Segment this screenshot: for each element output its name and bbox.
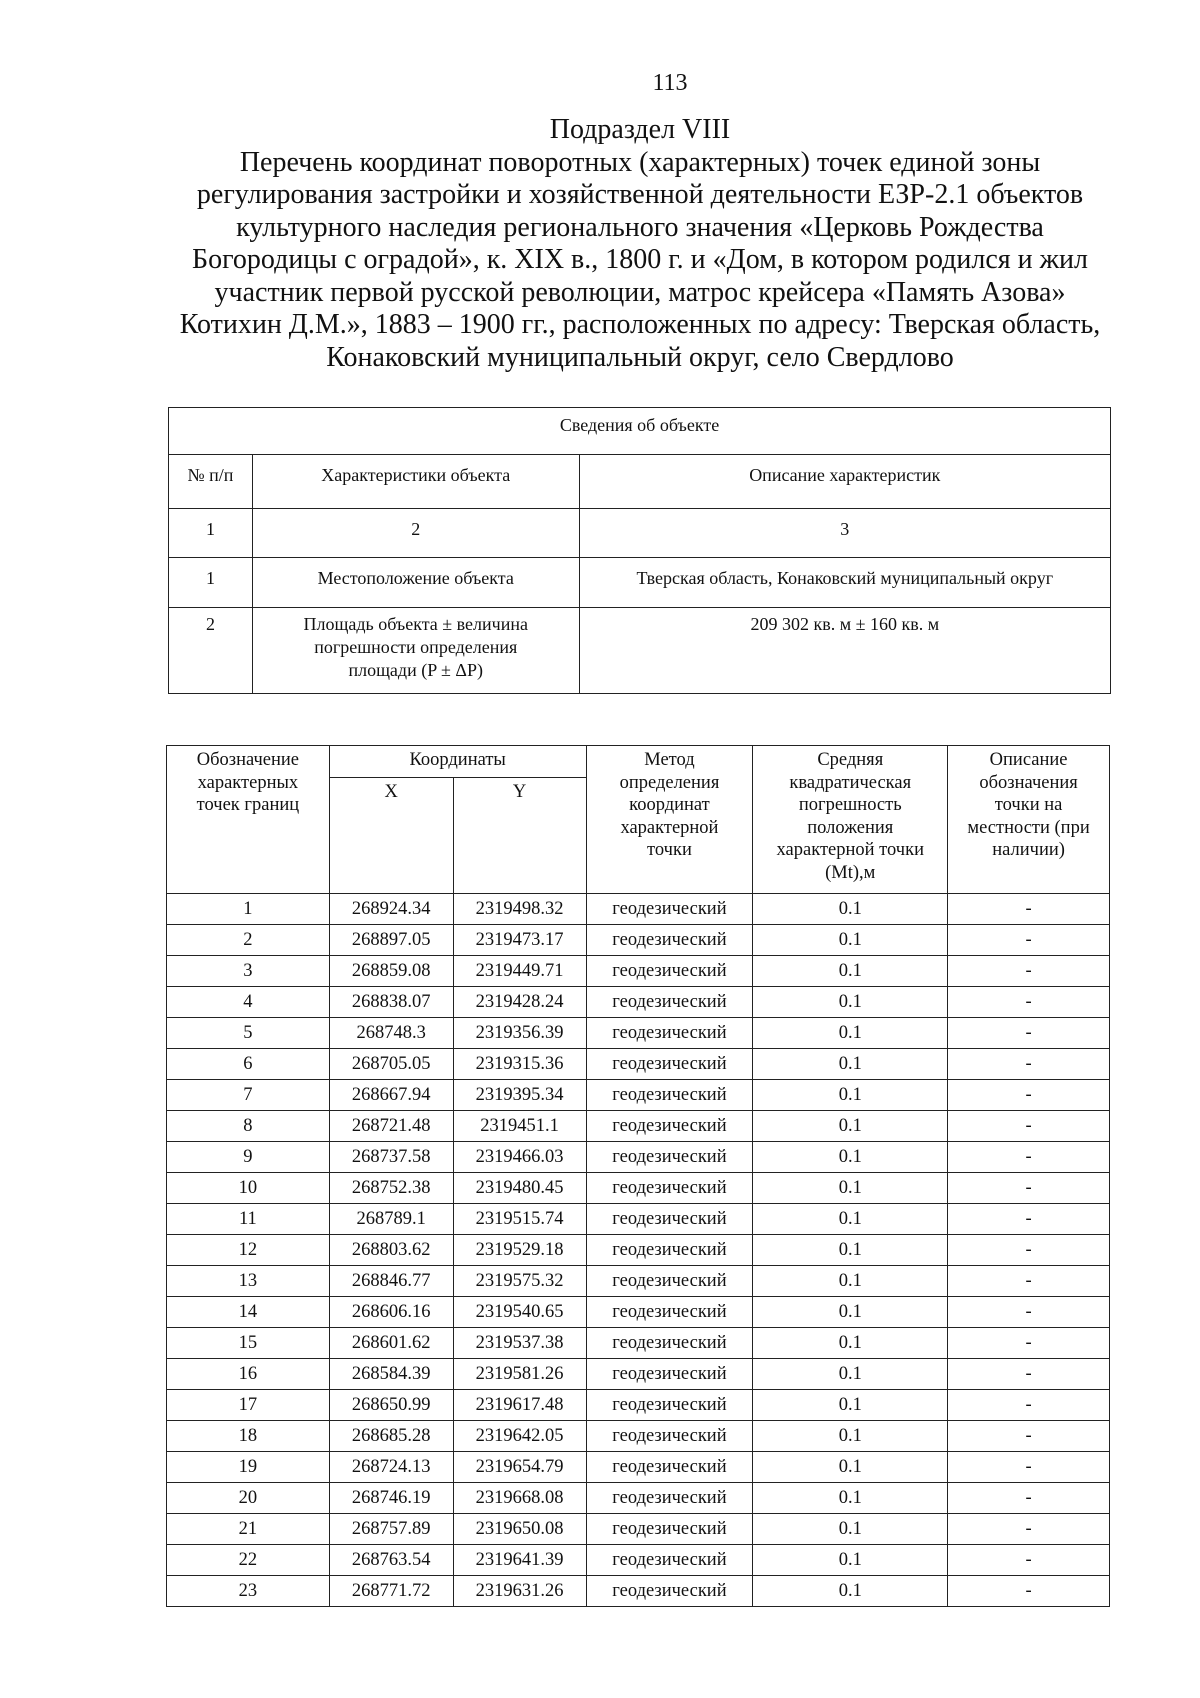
point-number: 1: [167, 894, 330, 925]
table-row: [167, 1514, 1110, 1545]
method: геодезический: [586, 1452, 753, 1483]
coordinate-x: 268584.39: [329, 1359, 453, 1390]
mean-error: 0.1: [753, 1204, 948, 1235]
table-row: [167, 1390, 1110, 1421]
title-line: Перечень координат поворотных (характерных) точек единой зоны: [239, 146, 1041, 178]
table-row: [167, 1297, 1110, 1328]
coordinate-x: 268763.54: [329, 1545, 453, 1576]
mean-error: 0.1: [753, 956, 948, 987]
table-row: [167, 987, 1110, 1018]
coordinate-x: 268746.19: [329, 1483, 453, 1514]
point-description: -: [948, 925, 1110, 956]
header-line: квадратическая: [789, 772, 912, 793]
point-description: -: [948, 1359, 1110, 1390]
coordinate-y: 2319473.17: [453, 925, 586, 956]
info-row-area: [169, 608, 1111, 694]
header-line: точки: [647, 840, 692, 860]
header-coordinates: Координаты: [329, 746, 586, 778]
method: геодезический: [586, 1297, 753, 1328]
point-description: -: [948, 1390, 1110, 1421]
point-description: -: [948, 956, 1110, 987]
mean-error: 0.1: [753, 1266, 948, 1297]
coordinate-x: 268897.05: [329, 925, 453, 956]
point-number: 8: [167, 1111, 330, 1142]
title-line: Котихин Д.М.», 1883 – 1900 гг., расположенных по адресу: Тверская область,: [179, 309, 1101, 340]
mean-error: 0.1: [753, 1018, 948, 1049]
title-line: Подраздел VIII: [549, 114, 731, 145]
point-description: -: [948, 1421, 1110, 1452]
method: геодезический: [586, 987, 753, 1018]
header-line: точек границ: [196, 795, 300, 815]
coordinate-x: 268752.38: [329, 1173, 453, 1204]
table-row: [167, 1421, 1110, 1452]
coordinate-y: 2319668.08: [453, 1483, 586, 1514]
point-description: -: [948, 1080, 1110, 1111]
table-row: [167, 1018, 1110, 1049]
coordinate-x: 268737.58: [329, 1142, 453, 1173]
row-number: 2: [169, 608, 253, 694]
point-number: 13: [167, 1266, 330, 1297]
point-number: 21: [167, 1514, 330, 1545]
header-error: [753, 746, 948, 894]
point-number: 22: [167, 1545, 330, 1576]
coordinate-y: 2319498.32: [453, 894, 586, 925]
method: геодезический: [586, 1049, 753, 1080]
coordinate-x: 268650.99: [329, 1390, 453, 1421]
header-line: координат: [629, 795, 710, 815]
header-line: (Mt),м: [825, 862, 876, 883]
point-description: -: [948, 1049, 1110, 1080]
mean-error: 0.1: [753, 1328, 948, 1359]
coordinate-x: 268838.07: [329, 987, 453, 1018]
header-line: положения: [807, 817, 894, 838]
mean-error: 0.1: [753, 1545, 948, 1576]
method: геодезический: [586, 894, 753, 925]
point-description: -: [948, 1018, 1110, 1049]
header-point-description: [948, 746, 1110, 894]
mean-error: 0.1: [753, 1452, 948, 1483]
point-description: -: [948, 1111, 1110, 1142]
method: геодезический: [586, 1576, 753, 1607]
point-description: -: [948, 1452, 1110, 1483]
point-description: -: [948, 1328, 1110, 1359]
coordinate-y: 2319654.79: [453, 1452, 586, 1483]
mean-error: 0.1: [753, 1483, 948, 1514]
mean-error: 0.1: [753, 1421, 948, 1452]
header-line: местности (при: [967, 817, 1090, 838]
header-x: X: [329, 778, 453, 894]
coordinate-y: 2319641.39: [453, 1545, 586, 1576]
header-line: определения: [619, 772, 720, 793]
point-number: 12: [167, 1235, 330, 1266]
header-point: [167, 746, 330, 894]
title-line: участник первой русской революции, матрос крейсера «Память Азова»: [214, 276, 1066, 308]
table-row: [167, 1204, 1110, 1235]
coordinate-y: 2319395.34: [453, 1080, 586, 1111]
table-row: [167, 1576, 1110, 1607]
method: геодезический: [586, 956, 753, 987]
coordinate-x: 268667.94: [329, 1080, 453, 1111]
coordinate-x: 268685.28: [329, 1421, 453, 1452]
header-method: [586, 746, 753, 894]
header-line: Описание: [989, 750, 1068, 770]
header-line: Метод: [644, 750, 695, 770]
coordinate-x: 268705.05: [329, 1049, 453, 1080]
title-line: Богородицы с оградой», к. XIX в., 1800 г. и «Дом, в котором родился и жил: [192, 244, 1088, 275]
point-description: -: [948, 894, 1110, 925]
method: геодезический: [586, 1514, 753, 1545]
header-line: Средняя: [817, 750, 884, 770]
point-description: -: [948, 1173, 1110, 1204]
info-table-caption: Сведения об объекте: [169, 408, 1111, 455]
coordinate-y: 2319449.71: [453, 956, 586, 987]
method: геодезический: [586, 1390, 753, 1421]
coordinate-y: 2319575.32: [453, 1266, 586, 1297]
point-number: 20: [167, 1483, 330, 1514]
coordinate-x: 268721.48: [329, 1111, 453, 1142]
coordinate-y: 2319315.36: [453, 1049, 586, 1080]
title-line: Конаковский муниципальный округ, село Свердлово: [326, 341, 954, 373]
mean-error: 0.1: [753, 1514, 948, 1545]
table-row: [167, 1483, 1110, 1514]
header-line: характерной точки: [776, 840, 924, 860]
coordinate-x: 268924.34: [329, 894, 453, 925]
point-number: 7: [167, 1080, 330, 1111]
coordinate-y: 2319356.39: [453, 1018, 586, 1049]
coordinates-body: [167, 894, 1110, 1607]
column-number: 3: [579, 509, 1110, 558]
coordinate-x: 268724.13: [329, 1452, 453, 1483]
header-line: характерной: [620, 817, 719, 838]
method: геодезический: [586, 1483, 753, 1514]
header-characteristic: Характеристики объекта: [252, 455, 579, 509]
coordinate-x: 268601.62: [329, 1328, 453, 1359]
coordinate-y: 2319631.26: [453, 1576, 586, 1607]
method: геодезический: [586, 1266, 753, 1297]
table-row: [167, 1452, 1110, 1483]
point-number: 5: [167, 1018, 330, 1049]
coordinate-y: 2319451.1: [453, 1111, 586, 1142]
header-line: Обозначение: [196, 750, 300, 770]
coordinate-y: 2319428.24: [453, 987, 586, 1018]
point-number: 9: [167, 1142, 330, 1173]
point-description: -: [948, 1297, 1110, 1328]
coordinate-x: 268803.62: [329, 1235, 453, 1266]
table-row: [167, 1235, 1110, 1266]
column-number: 2: [252, 509, 579, 558]
mean-error: 0.1: [753, 1173, 948, 1204]
characteristic-name: Местоположение объекта: [252, 558, 579, 608]
mean-error: 0.1: [753, 1111, 948, 1142]
coordinate-y: 2319466.03: [453, 1142, 586, 1173]
coordinate-y: 2319642.05: [453, 1421, 586, 1452]
point-number: 18: [167, 1421, 330, 1452]
characteristic-name-line: площади (P ± ΔP): [348, 660, 484, 680]
method: геодезический: [586, 1080, 753, 1111]
point-number: 2: [167, 925, 330, 956]
header-line: погрешность: [798, 795, 902, 815]
point-description: -: [948, 987, 1110, 1018]
point-number: 10: [167, 1173, 330, 1204]
method: геодезический: [586, 1018, 753, 1049]
table-row: [167, 1080, 1110, 1111]
header-line: обозначения: [979, 772, 1078, 793]
point-description: -: [948, 1514, 1110, 1545]
table-row: [167, 1328, 1110, 1359]
coordinate-y: 2319529.18: [453, 1235, 586, 1266]
point-number: 17: [167, 1390, 330, 1421]
table-row: [167, 1142, 1110, 1173]
characteristic-value: 209 302 кв. м ± 160 кв. м: [579, 608, 1110, 694]
header-description: Описание характеристик: [579, 455, 1110, 509]
method: геодезический: [586, 1545, 753, 1576]
title-line: регулирования застройки и хозяйственной деятельности ЕЗР-2.1 объектов: [196, 179, 1084, 210]
coordinate-x: 268859.08: [329, 956, 453, 987]
coordinate-x: 268771.72: [329, 1576, 453, 1607]
coordinate-y: 2319540.65: [453, 1297, 586, 1328]
header-number: № п/п: [169, 455, 253, 509]
header-y: Y: [453, 778, 586, 894]
coordinate-y: 2319515.74: [453, 1204, 586, 1235]
characteristic-value: Тверская область, Конаковский муниципальный округ: [579, 558, 1110, 608]
characteristic-name-line: погрешности определения: [314, 637, 518, 657]
point-number: 14: [167, 1297, 330, 1328]
table-row: [167, 894, 1110, 925]
table-row: [167, 956, 1110, 987]
table-row: [167, 925, 1110, 956]
coordinate-x: 268748.3: [329, 1018, 453, 1049]
point-description: -: [948, 1545, 1110, 1576]
mean-error: 0.1: [753, 894, 948, 925]
coordinate-y: 2319617.48: [453, 1390, 586, 1421]
table-row: [167, 1173, 1110, 1204]
mean-error: 0.1: [753, 1297, 948, 1328]
point-number: 11: [167, 1204, 330, 1235]
column-number: 1: [169, 509, 253, 558]
mean-error: 0.1: [753, 1576, 948, 1607]
coordinate-y: 2319581.26: [453, 1359, 586, 1390]
mean-error: 0.1: [753, 925, 948, 956]
header-line: характерных: [197, 772, 299, 793]
point-description: -: [948, 1204, 1110, 1235]
page-number: 113: [652, 70, 688, 96]
method: геодезический: [586, 1142, 753, 1173]
coordinate-y: 2319480.45: [453, 1173, 586, 1204]
mean-error: 0.1: [753, 1142, 948, 1173]
coordinates-table: [166, 745, 1110, 1607]
characteristic-name-line: Площадь объекта ± величина: [303, 614, 528, 634]
document-title: [160, 114, 1120, 374]
method: геодезический: [586, 1111, 753, 1142]
point-number: 23: [167, 1576, 330, 1607]
point-description: -: [948, 1235, 1110, 1266]
header-line: наличии): [992, 840, 1065, 860]
coordinate-y: 2319537.38: [453, 1328, 586, 1359]
title-line: культурного наследия регионального значения «Церковь Рождества: [236, 211, 1044, 243]
point-description: -: [948, 1483, 1110, 1514]
method: геодезический: [586, 1421, 753, 1452]
table-row: [167, 1545, 1110, 1576]
method: геодезический: [586, 925, 753, 956]
method: геодезический: [586, 1204, 753, 1235]
point-number: 4: [167, 987, 330, 1018]
row-number: 1: [169, 558, 253, 608]
point-description: -: [948, 1142, 1110, 1173]
point-number: 6: [167, 1049, 330, 1080]
table-row: [167, 1111, 1110, 1142]
point-number: 15: [167, 1328, 330, 1359]
method: геодезический: [586, 1359, 753, 1390]
mean-error: 0.1: [753, 1080, 948, 1111]
point-number: 19: [167, 1452, 330, 1483]
mean-error: 0.1: [753, 1359, 948, 1390]
coordinate-x: 268789.1: [329, 1204, 453, 1235]
coordinate-x: 268757.89: [329, 1514, 453, 1545]
header-line: точки на: [994, 795, 1063, 815]
coordinate-y: 2319650.08: [453, 1514, 586, 1545]
table-row: [167, 1049, 1110, 1080]
object-info-table: [168, 407, 1111, 694]
table-row: [167, 1266, 1110, 1297]
mean-error: 0.1: [753, 1390, 948, 1421]
table-row: [167, 1359, 1110, 1390]
method: геодезический: [586, 1173, 753, 1204]
info-row-location: [169, 558, 1111, 608]
coordinate-x: 268606.16: [329, 1297, 453, 1328]
method: геодезический: [586, 1328, 753, 1359]
point-description: -: [948, 1576, 1110, 1607]
mean-error: 0.1: [753, 987, 948, 1018]
method: геодезический: [586, 1235, 753, 1266]
point-number: 3: [167, 956, 330, 987]
characteristic-name: [252, 608, 579, 694]
point-description: -: [948, 1266, 1110, 1297]
point-number: 16: [167, 1359, 330, 1390]
mean-error: 0.1: [753, 1235, 948, 1266]
mean-error: 0.1: [753, 1049, 948, 1080]
coordinate-x: 268846.77: [329, 1266, 453, 1297]
